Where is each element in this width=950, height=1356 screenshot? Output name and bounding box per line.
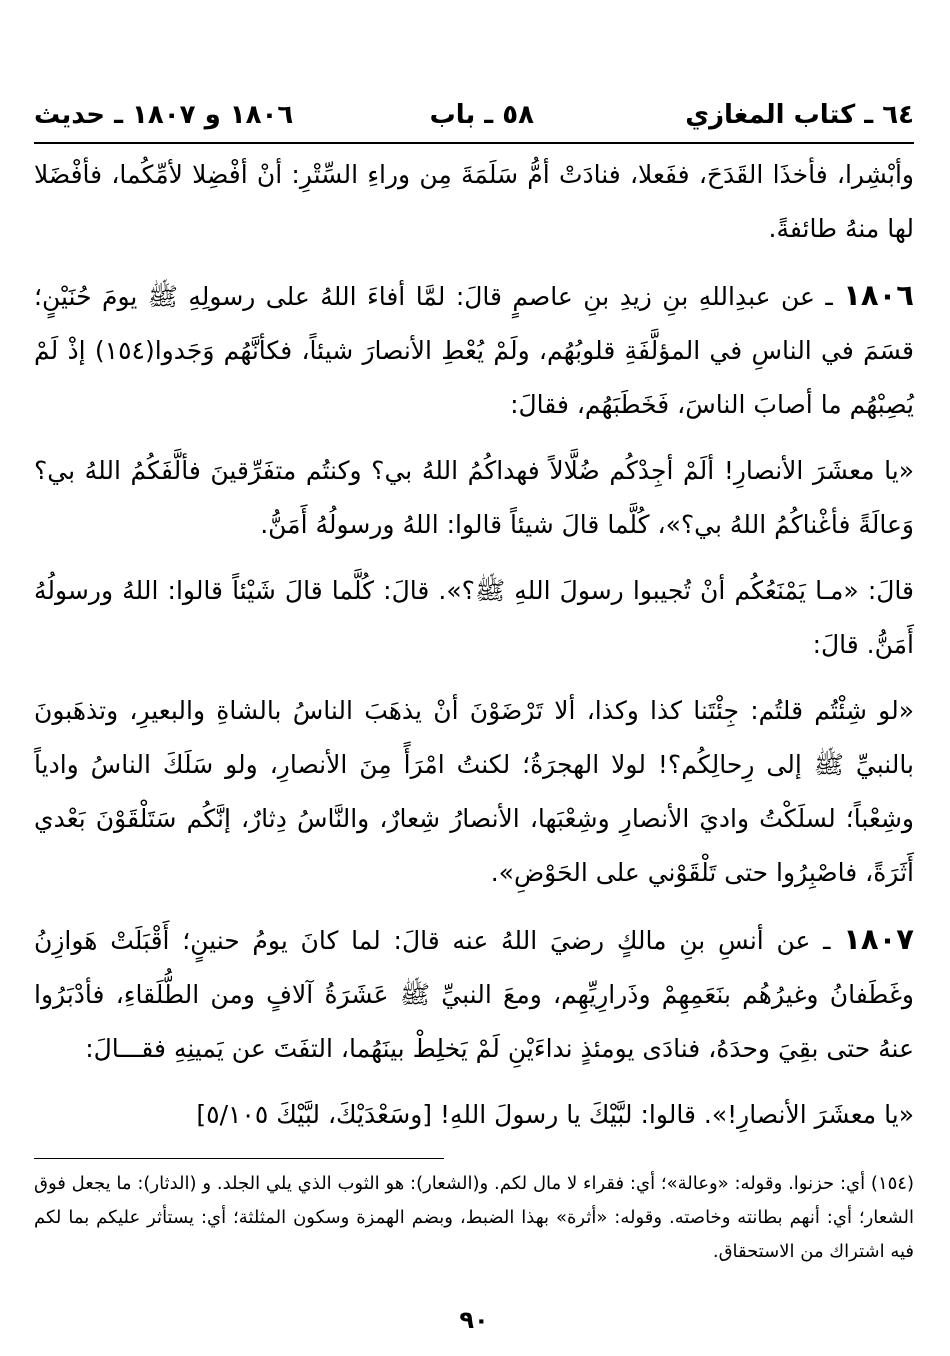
hadith-text: ـ عن عبدِاللهِ بنِ زيدِ بنِ عاصمٍ قالَ: لمَّا أفاءَ اللهُ على رسولِهِ ﷺ يومَ حُنَيْنٍ؛ قسَمَ في الناسِ في المؤلَّفَةِ قلوبُهُم، ولَمْ يُعْطِ الأنصارَ شيئاً، فكأنَّهُم وَجَدوا(١٥٤) إذْ لَمْ يُصِبْهُم ما أصابَ الناسَ، فَخَطَبَهُم، فقالَ: <box>34 282 915 419</box>
hadith-number: ١٨٠٦ <box>843 278 914 312</box>
page-number: ٩٠ <box>459 1306 489 1334</box>
hadith-1807 <box>34 912 914 1076</box>
paragraph-continuation: وأبْشِرا، فأخذَا القَدَحَ، ففَعلا، فنادَتْ أمُّ سَلَمَةَ مِن وراءِ السِّتْرِ: أنْ أفْضِلا لأمِّكُما، فأفْضَلا لها منهُ طائفةً. <box>34 160 914 243</box>
book-title: ٦٤ ـ كتاب المغازي <box>685 100 914 130</box>
footnote: (١٥٤) أي: حزنوا. وقوله: «وعالة»؛ أي: فقراء لا مال لكم. و(الشعار): هو الثوب الذي يلي الجلد. و (الدثار): ما يجعل فوق الشعار؛ أي: أنهم بطانته وخاصته. وقوله: «أثرة» بهذا الضبط، وبضم الهمزة وسكون المثلثة؛ أي: يستأثر عليكم بما لكم فيه اشتراك من الاستحقاق. <box>34 1173 914 1262</box>
hadith-text: ـ عن أنسِ بنِ مالكٍ رضيَ اللهُ عنه قالَ: لما كانَ يومُ حنينٍ؛ أَقْبَلَتْ هَوازِنُ وغَطَفانُ وغيرُهُم بنَعَمِهِمْ وذَرارِيِّهِم، ومعَ النبيِّ ﷺ عَشَرَةُ آلافٍ ومن الطُّلَقاءِ، فأدْبَرُوا عنهُ حتى بقِيَ وحدَهُ، فنادَى يومئذٍ نداءَيْنِ لَمْ يَخلِطْ بينَهُما، التفَتَ عن يَمينِهِ فقـــالَ: <box>34 926 914 1063</box>
main-text <box>34 148 914 1142</box>
paragraph-quote: «يا معشَرَ الأنصارِ!». قالوا: لبَّيْكَ يا رسولَ اللهِ! [وسَعْدَيْكَ، لبَّيْكَ ٥/١٠٥] <box>196 1100 914 1129</box>
footnote-divider <box>34 1158 444 1159</box>
hadith-range: ١٨٠٦ و ١٨٠٧ ـ حديث <box>34 100 294 130</box>
paragraph-quote: «يا معشَرَ الأنصارِ! ألَمْ أجِدْكُم ضُلَّالاً فهداكُمُ اللهُ بي؟ وكنتُم متفَرِّقينَ فألَّفَكُمُ اللهُ بي؟ وَعالَةً فأغْناكُمُ اللهُ بي؟»، كُلَّما قالَ شيئاً قالوا: اللهُ ورسولُهُ أَمَنُّ. <box>34 456 914 539</box>
chapter-title: ٥٨ ـ باب <box>429 100 534 130</box>
hadith-1806 <box>34 268 914 432</box>
paragraph-quote: قالَ: «مـا يَمْنَعُكُم أنْ تُجيبوا رسولَ اللهِ ﷺ؟». قالَ: كُلَّما قالَ شَيْئاً قالوا: اللهُ ورسولُهُ أَمَنُّ. قالَ: <box>34 576 914 659</box>
book-page <box>34 92 914 1342</box>
running-header <box>34 92 914 144</box>
hadith-number: ١٨٠٧ <box>843 922 914 956</box>
paragraph-quote: «لو شِئْتُم قلتُم: جِئْتَنا كذا وكذا، ألا تَرْضَوْنَ أنْ يذهَبَ الناسُ بالشاةِ والبعيرِ، وتذهَبونَ بالنبيِّ ﷺ إلى رِحالِكُم؟! لولا الهجرَةُ؛ لكنتُ امْرَأً مِنَ الأنصارِ، ولو سَلَكَ الناسُ وادياً وشِعْباً؛ لسلَكْتُ واديَ الأنصارِ وشِعْبَها، الأنصارُ شِعارٌ، والنَّاسُ دِثارٌ، إنَّكُم سَتَلْقَوْنَ بَعْدي أَثَرَةً، فاصْبِرُوا حتى تَلْقَوْني على الحَوْضِ». <box>34 696 914 887</box>
